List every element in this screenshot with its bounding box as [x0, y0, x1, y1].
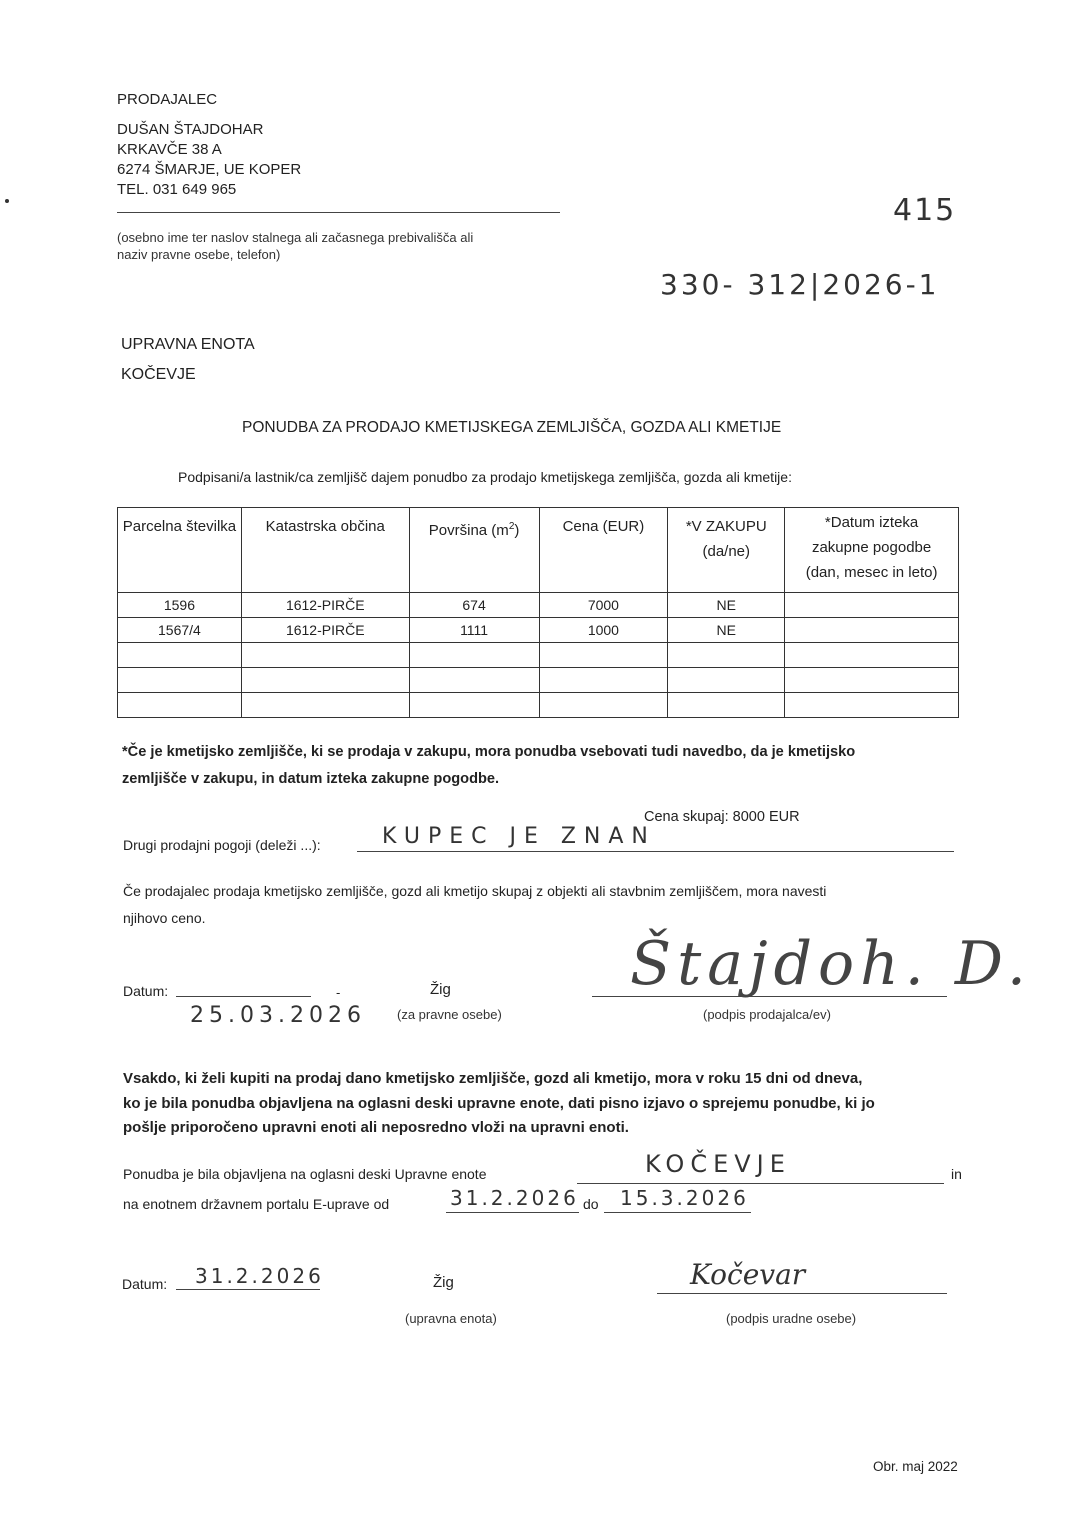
seller-city: 6274 ŠMARJE, UE KOPER	[117, 161, 302, 178]
col-lease-header: *V ZAKUPU (da/ne)	[668, 508, 785, 593]
authority-heading: UPRAVNA ENOTA	[121, 336, 255, 353]
cell-area: 674	[409, 593, 539, 618]
authority-name: KOČEVJE	[121, 366, 196, 383]
official-date-underline	[176, 1289, 320, 1290]
cell-area	[409, 668, 539, 693]
seller-date-underline	[176, 996, 311, 997]
seller-stamp-note: (za pravne osebe)	[397, 1007, 502, 1022]
seller-heading: PRODAJALEC	[117, 91, 218, 108]
cell-parcel: 1596	[118, 593, 242, 618]
parcel-table	[117, 507, 959, 718]
official-date-value: 31.2.2026	[195, 1264, 324, 1288]
other-terms-underline	[357, 851, 954, 852]
publication-from-underline	[446, 1212, 579, 1213]
cell-area: 1111	[409, 618, 539, 643]
lease-note-line2: zemljišče v zakupu, in datum izteka zakupne pogodbe.	[122, 771, 500, 787]
publication-to-underline	[604, 1212, 751, 1213]
objects-note-line2: njihovo ceno.	[123, 910, 206, 926]
publication-to-value: 15.3.2026	[620, 1186, 749, 1210]
cell-area	[409, 643, 539, 668]
col-price-header: Cena (EUR)	[539, 508, 668, 593]
total-price: Cena skupaj: 8000 EUR	[644, 809, 800, 825]
handwritten-case-number: 330- 312|2026-1	[660, 268, 940, 301]
official-signature	[660, 1248, 880, 1296]
cell-area	[409, 693, 539, 718]
publication-line1-label: Ponudba je bila objavljena na oglasni deski Upravne enote	[123, 1166, 487, 1182]
publication-from-value: 31.2.2026	[450, 1186, 579, 1210]
publication-line1-suffix: in	[951, 1166, 962, 1182]
publication-unit-value: KOČEVJE	[645, 1150, 791, 1178]
cell-municipality: 1612-PIRČE	[241, 618, 409, 643]
cell-expiry	[785, 668, 959, 693]
seller-note-line2: naziv pravne osebe, telefon)	[117, 247, 281, 262]
cell-price	[539, 643, 668, 668]
seller-date-label: Datum:	[123, 983, 169, 999]
handwritten-number: 415	[893, 193, 957, 228]
intro-text: Podpisani/a lastnik/ca zemljišč dajem ponudbo za prodajo kmetijskega zemljišča, gozda ali kmetije:	[178, 469, 792, 485]
seller-note-line1: (osebno ime ter naslov stalnega ali začasnega prebivališča ali	[117, 230, 474, 245]
official-signature-caption: (podpis uradne osebe)	[726, 1311, 857, 1326]
cell-lease	[668, 693, 785, 718]
table-row	[118, 618, 959, 643]
cell-parcel	[118, 668, 242, 693]
seller-name: DUŠAN ŠTAJDOHAR	[117, 121, 264, 138]
table-header-row	[118, 508, 959, 593]
cell-lease: NE	[668, 618, 785, 643]
cell-price	[539, 693, 668, 718]
seller-date-value: 25.03.2026	[190, 1003, 366, 1028]
cell-price: 7000	[539, 593, 668, 618]
cell-lease	[668, 668, 785, 693]
cell-lease	[668, 643, 785, 668]
cell-parcel	[118, 693, 242, 718]
cell-municipality: 1612-PIRČE	[241, 593, 409, 618]
acceptance-line2: ko je bila ponudba objavljena na oglasni deski upravne enote, dati pisno izjavo o sprejemu ponudbe, ki jo	[123, 1095, 875, 1112]
cell-expiry	[785, 693, 959, 718]
cell-parcel: 1567/4	[118, 618, 242, 643]
table-row	[118, 668, 959, 693]
col-area-header: Površina $(m^2)$	[409, 508, 539, 593]
seller-phone: TEL. 031 649 965	[117, 181, 237, 198]
publication-line2-label: na enotnem državnem portalu E-uprave od	[123, 1196, 390, 1212]
page-title: PONUDBA ZA PRODAJO KMETIJSKEGA ZEMLJIŠČA, GOZDA ALI KMETIJE	[242, 419, 782, 436]
svg-text:Kočevar: Kočevar	[690, 1258, 806, 1291]
cell-parcel	[118, 643, 242, 668]
seller-street: KRKAVČE 38 A	[117, 141, 222, 158]
cell-municipality	[241, 668, 409, 693]
acceptance-line3: pošlje priporočeno upravni enoti ali neposredno vloži na upravni enoti.	[123, 1119, 629, 1136]
publication-to-label: do	[583, 1196, 599, 1212]
scan-mark: -	[336, 985, 341, 1000]
other-terms-label: Drugi prodajni pogoji (deleži ...):	[123, 837, 321, 853]
cell-municipality	[241, 693, 409, 718]
official-stamp-label: Žig	[433, 1274, 454, 1291]
cell-expiry	[785, 618, 959, 643]
form-footer: Obr. maj 2022	[873, 1459, 958, 1474]
official-date-label: Datum:	[122, 1276, 168, 1292]
objects-note-line1: Če prodajalec prodaja kmetijsko zemljišče, gozd ali kmetijo skupaj z objekti ali stavbnim zemljiščem, mora navesti	[123, 883, 827, 899]
seller-stamp-label: Žig	[430, 981, 451, 998]
table-row	[118, 593, 959, 618]
col-municipality-header: Katastrska občina	[241, 508, 409, 593]
official-stamp-note: (upravna enota)	[405, 1311, 497, 1326]
publication-unit-underline	[577, 1183, 944, 1184]
table-row	[118, 643, 959, 668]
col-expiry-header: *Datum izteka zakupne pogodbe (dan, mesec in leto)	[785, 508, 959, 593]
seller-signature-caption: (podpis prodajalca/ev)	[703, 1007, 831, 1022]
seller-signature	[610, 918, 1032, 1003]
cell-municipality	[241, 643, 409, 668]
lease-note-line1: *Če je kmetijsko zemljišče, ki se prodaja v zakupu, mora ponudba vsebovati tudi navedbo, da je kmetijsko	[122, 744, 856, 760]
cell-lease: NE	[668, 593, 785, 618]
cell-expiry	[785, 643, 959, 668]
other-terms-value: KUPEC JE ZNAN	[382, 824, 656, 849]
scan-dot	[5, 199, 9, 203]
cell-expiry	[785, 593, 959, 618]
col-parcel-header: Parcelna številka	[118, 508, 242, 593]
cell-price	[539, 668, 668, 693]
table-row	[118, 693, 959, 718]
cell-price: 1000	[539, 618, 668, 643]
seller-underline	[117, 212, 560, 213]
acceptance-line1: Vsakdo, ki želi kupiti na prodaj dano kmetijsko zemljišče, gozd ali kmetijo, mora v roku 15 dni od dneva,	[123, 1070, 863, 1087]
svg-text:Štajdoh. D.: Štajdoh. D.	[630, 929, 1032, 999]
